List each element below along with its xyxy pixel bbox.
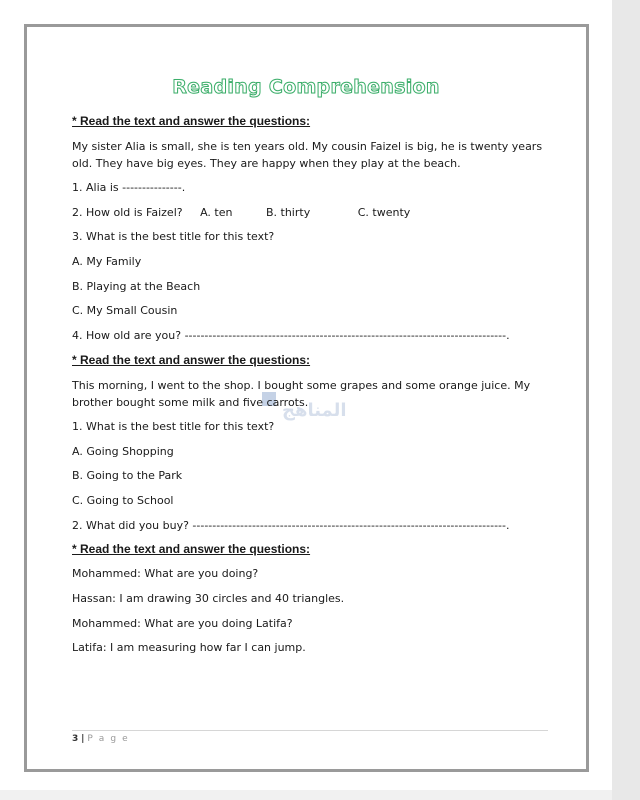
page-footer bbox=[72, 730, 548, 744]
reading-passage: My sister Alia is small, she is ten years old. My cousin Faizel is big, he is twenty years old. They have big eyes. They are happy when they play at the beach. bbox=[72, 140, 543, 170]
worksheet-content bbox=[72, 114, 550, 665]
question-2: 2. What did you buy? -------------------------------------------------------------------------------. bbox=[72, 518, 510, 532]
option-c: C. My Small Cousin bbox=[72, 304, 178, 318]
section-heading: * Read the text and answer the questions: bbox=[72, 542, 311, 557]
watermark-text: ﺍﻟﻤﻨﺎﻫﺞ bbox=[282, 400, 347, 421]
option-a: A. ten bbox=[200, 205, 233, 219]
reading-passage: This morning, I went to the shop. I bought some grapes and some orange juice. My brother bought some milk and five carrots. bbox=[72, 378, 531, 409]
option-b: B. Playing at the Beach bbox=[72, 279, 201, 293]
question-1: 1. Alia is ---------------. bbox=[72, 181, 186, 194]
dialogue-line: Latifa: I am measuring how far I can jump. bbox=[72, 641, 306, 655]
footer-separator: | bbox=[81, 734, 85, 744]
page-label: P a g e bbox=[87, 734, 130, 744]
question-2-text: 2. How old is Faizel? bbox=[72, 205, 183, 219]
option-a: A. My Family bbox=[72, 255, 142, 269]
option-b: B. Going to the Park bbox=[72, 469, 183, 483]
question-1: 1. What is the best title for this text? bbox=[72, 419, 275, 433]
section-2 bbox=[72, 353, 550, 534]
question-3: 3. What is the best title for this text? bbox=[72, 230, 275, 244]
section-heading: * Read the text and answer the questions: bbox=[72, 352, 311, 367]
option-c: C. Going to School bbox=[72, 493, 174, 507]
question-2 bbox=[72, 205, 550, 221]
question-4: 4. How old are you? ---------------------------------------------------------------------------------. bbox=[72, 329, 510, 343]
section-3 bbox=[72, 542, 550, 656]
page-title: Reading Comprehension bbox=[172, 76, 440, 98]
dialogue-line: Hassan: I am drawing 30 circles and 40 triangles. bbox=[72, 591, 345, 605]
option-b: B. thirty bbox=[265, 205, 311, 219]
option-a: A. Going Shopping bbox=[72, 444, 174, 458]
page-number: 3 bbox=[72, 734, 79, 744]
dialogue-line: Mohammed: What are you doing Latifa? bbox=[72, 616, 293, 630]
section-heading: * Read the text and answer the questions: bbox=[72, 114, 311, 128]
option-c: C. twenty bbox=[357, 205, 411, 219]
viewer-background bbox=[612, 0, 640, 800]
dialogue-line: Mohammed: What are you doing? bbox=[72, 567, 259, 581]
section-1 bbox=[72, 114, 550, 344]
